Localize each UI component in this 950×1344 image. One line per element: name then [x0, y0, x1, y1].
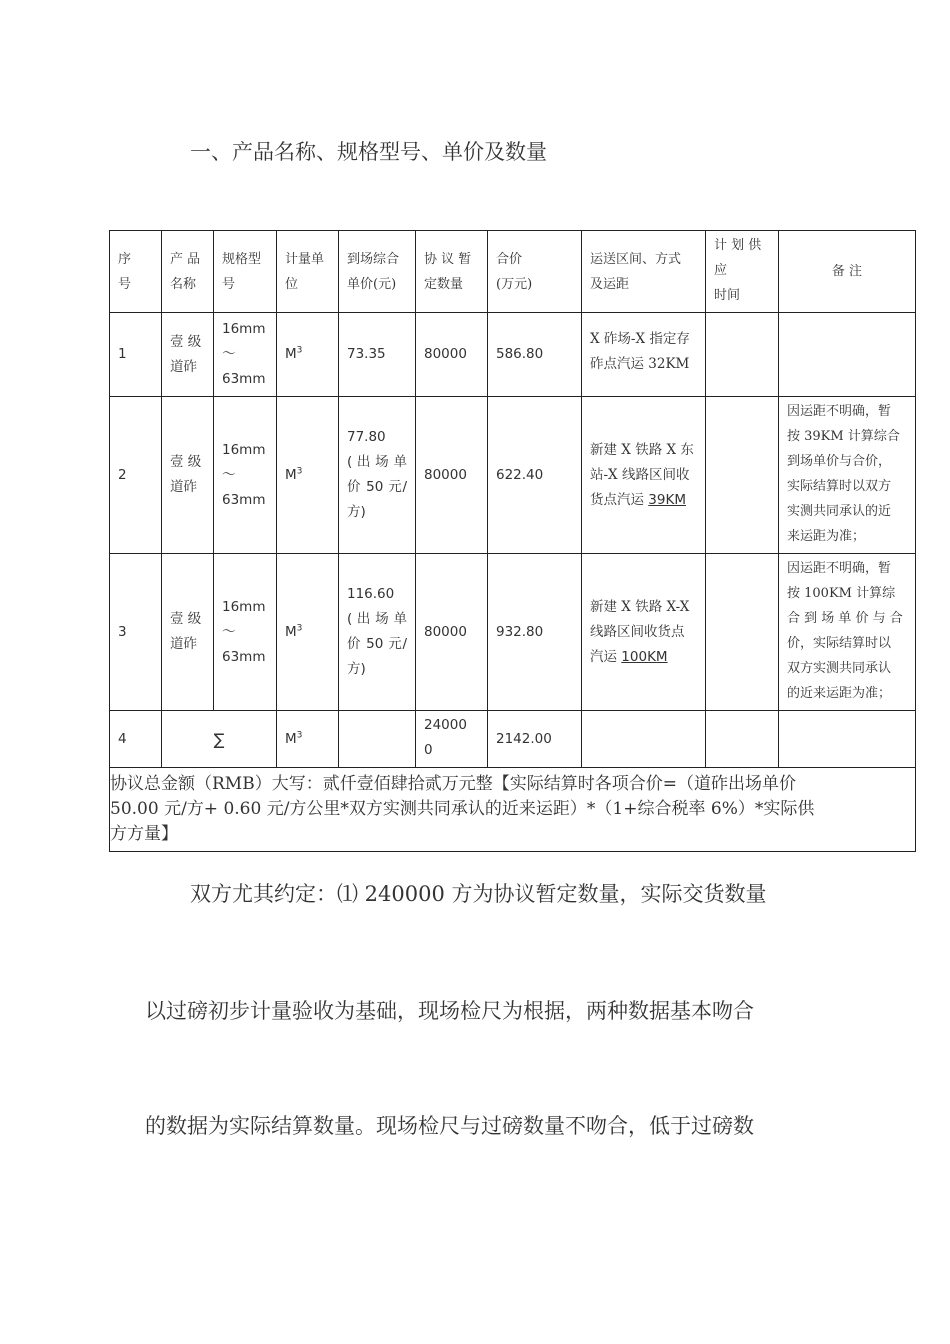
product-spec-table: [109, 230, 916, 852]
cell-unit: $M^3$: [277, 711, 339, 768]
cell-spec: 16mm ～ 63mm: [214, 554, 277, 711]
cell-remark: [779, 711, 916, 768]
header-route: 运送区间、方式 及运距: [582, 231, 706, 313]
table-row: [110, 397, 916, 554]
header-qty: 协 议 暂 定数量: [416, 231, 488, 313]
paragraph-line-3: 的数据为实际结算数量。现场检尺与过磅数量不吻合，低于过磅数: [145, 1114, 754, 1138]
cell-qty: 80000: [416, 554, 488, 711]
cell-spec: 16mm ～ 63mm: [214, 313, 277, 397]
cell-remark: 因运距不明确，暂 按 100KM 计算综 合 到 场 单 价 与 合 价，实际结算时以 双方实测共同承认 的近来运距为准；: [779, 554, 916, 711]
cell-seq: 3: [110, 554, 162, 711]
header-seq: 序 号: [110, 231, 162, 313]
table-row: [110, 554, 916, 711]
cell-seq: 2: [110, 397, 162, 554]
header-unit: 计量单 位: [277, 231, 339, 313]
header-schedule: 计 划 供 应 时间: [706, 231, 779, 313]
header-remark: 备 注: [779, 231, 916, 313]
cell-route: X 砟场-X 指定存 砟点汽运 32KM: [582, 313, 706, 397]
cell-seq: 1: [110, 313, 162, 397]
cell-price: 73.35: [339, 313, 416, 397]
cell-remark: 因运距不明确，暂 按 39KM 计算综合 到场单价与合价， 实际结算时以双方 实测共同承认的近 来运距为准；: [779, 397, 916, 554]
cell-remark: [779, 313, 916, 397]
cell-route: [582, 711, 706, 768]
cell-sum-symbol: ∑: [162, 711, 277, 768]
cell-price: 77.80 ( 出 场 单 价 50 元/ 方): [339, 397, 416, 554]
cell-total: 2142.00: [488, 711, 582, 768]
total-note-row: [110, 768, 916, 852]
cell-price: 116.60 ( 出 场 单 价 50 元/ 方): [339, 554, 416, 711]
cell-spec: 16mm ～ 63mm: [214, 397, 277, 554]
cell-qty: 80000: [416, 397, 488, 554]
table-header-row: [110, 231, 916, 313]
cell-product: 壹 级 道砟: [162, 554, 214, 711]
cell-product: 壹 级 道砟: [162, 397, 214, 554]
cell-qty: 80000: [416, 313, 488, 397]
cell-total: 586.80: [488, 313, 582, 397]
total-note: 协议总金额（RMB）大写：贰仟壹佰肆拾贰万元整【实际结算时各项合价=（道砟出场单价 50.00 元/方+ 0.60 元/方公里*双方实测共同承认的近来运距）*（1+综合税率 6%）*实际供 方方量】: [110, 768, 916, 852]
cell-route: 新建 X 铁路 X-X 线路区间收货点 汽运 100KM: [582, 554, 706, 711]
section-title: 一、产品名称、规格型号、单价及数量: [190, 140, 547, 164]
cell-schedule: [706, 313, 779, 397]
cell-seq: 4: [110, 711, 162, 768]
header-product: 产 品 名称: [162, 231, 214, 313]
cell-qty: 24000 0: [416, 711, 488, 768]
cell-route: 新建 X 铁路 X 东 站-X 线路区间收 货点汽运 39KM: [582, 397, 706, 554]
paragraph-line-2: 以过磅初步计量验收为基础，现场检尺为根据，两种数据基本吻合: [145, 999, 754, 1023]
header-price: 到场综合 单价(元): [339, 231, 416, 313]
cell-product: 壹 级 道砟: [162, 313, 214, 397]
cell-total: 932.80: [488, 554, 582, 711]
cell-price: [339, 711, 416, 768]
cell-unit: $M^3$: [277, 313, 339, 397]
cell-unit: $M^3$: [277, 397, 339, 554]
header-total: 合价 (万元): [488, 231, 582, 313]
cell-unit: $M^3$: [277, 554, 339, 711]
cell-schedule: [706, 397, 779, 554]
cell-schedule: [706, 711, 779, 768]
table-row: [110, 313, 916, 397]
table-row-sum: [110, 711, 916, 768]
cell-schedule: [706, 554, 779, 711]
cell-total: 622.40: [488, 397, 582, 554]
paragraph-line-1: 双方尤其约定：⑴ 240000 方为协议暂定数量，实际交货数量: [190, 882, 767, 906]
header-spec: 规格型 号: [214, 231, 277, 313]
